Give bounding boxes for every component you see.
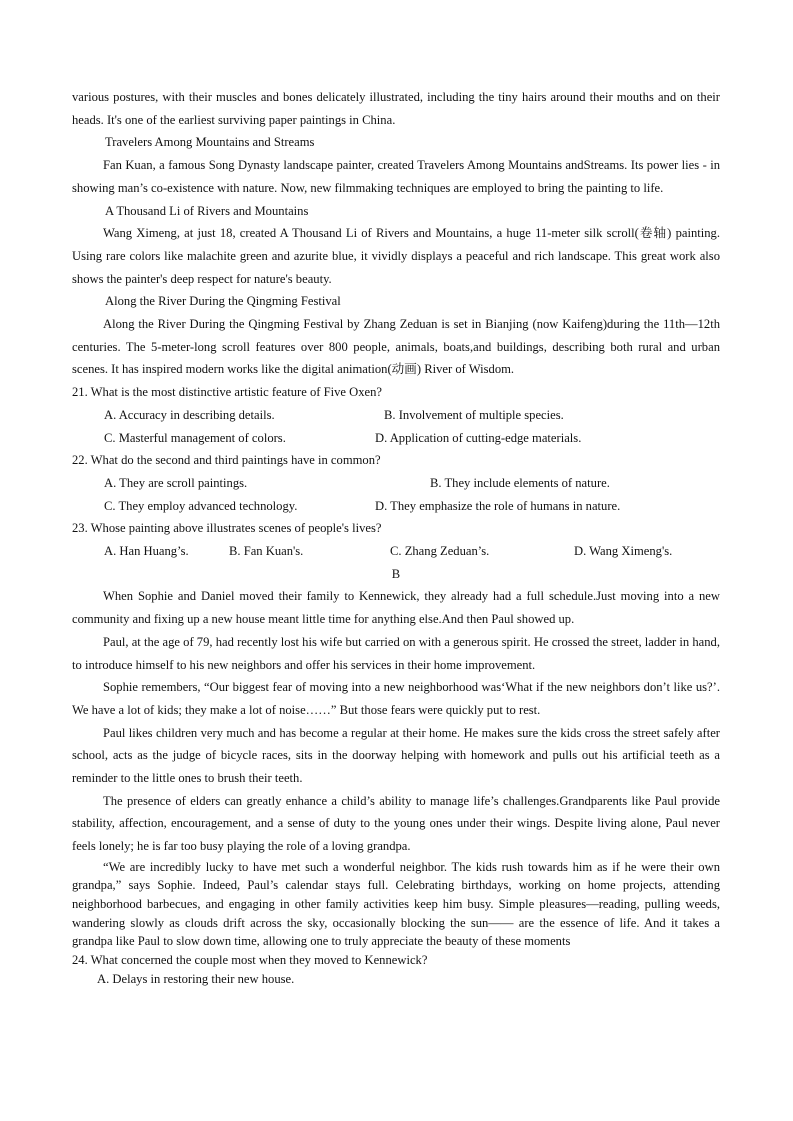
question-22-option-b: B. They include elements of nature.	[430, 475, 610, 490]
document-page	[72, 86, 720, 989]
question-21-options-row-1	[72, 404, 720, 427]
question-22-option-c: C. They employ advanced technology.	[104, 498, 298, 513]
painting-body-travelers: Fan Kuan, a famous Song Dynasty landscape painter, created Travelers Among Mountains andStreams. Its power lies - in showing man’s co-existence with nature. Now, new filmmaking techniques are employed to bring the painting to life.	[72, 158, 720, 195]
passage-b-paragraph-2: Paul, at the age of 79, had recently lost his wife but carried on with a generous spirit. He crossed the street, ladder in hand, to introduce himself to his new neighbors and offer his services in their home improvement.	[72, 634, 720, 672]
question-22-option-a: A. They are scroll paintings.	[104, 475, 248, 490]
passage-b-paragraph-4: Paul likes children very much and has become a regular at their home. He makes sure the kids cross the street safely after school, acts as the judge of bicycle races, sits in the doorway helping with homework and pulls out his artificial teeth as a reminder to the little ones to brush their teeth.	[72, 725, 720, 786]
question-23-option-b: B. Fan Kuan's.	[229, 544, 304, 558]
question-22-stem: 22. What do the second and third paintings have in common?	[72, 453, 381, 468]
question-23-option-a: A. Han Huang’s.	[104, 544, 189, 558]
painting-body-thousand-li: Wang Ximeng, at just 18, created A Thousand Li of Rivers and Mountains, a huge 11-meter silk scroll(卷轴) painting. Using rare colors like malachite green and azurite blue, it vividly displays a peaceful and rich landscape. This great work also shows the painter's deep respect for nature's beauty.	[72, 226, 720, 286]
question-22-options-row-2	[72, 495, 720, 518]
painting-heading-thousand-li: A Thousand Li of Rivers and Mountains	[105, 203, 309, 218]
painting-heading-qingming: Along the River During the Qingming Festival	[105, 294, 341, 309]
question-21-option-c: C. Masterful management of colors.	[104, 430, 286, 445]
passage-b-paragraph-1: When Sophie and Daniel moved their family to Kennewick, they already had a full schedule.Just moving into a new community and fixing up a new house meant little time for anything else.And then Paul showed up.	[72, 589, 720, 627]
passage-b-paragraph-6: “We are incredibly lucky to have met such a wonderful neighbor. The kids rush towards him as if he were their own grandpa,” says Sophie. Indeed, Paul’s calendar stays full. Celebrating birthdays, working on home projects, attending neighborhood barbecues, and engaging in other family activities keep him busy. Simple pleasures—reading, pulling weeds, wandering slowly as clouds drift across the sky, occasionally blocking the sun—— are the essence of life. And it takes a grandpa like Paul to slow down time, allowing one to truly appreciate the beauty of these moments	[72, 859, 720, 949]
question-21-option-a: A. Accuracy in describing details.	[104, 407, 275, 422]
question-23-option-c: C. Zhang Zeduan’s.	[390, 544, 490, 558]
painting-heading-travelers: Travelers Among Mountains and Streams	[105, 135, 315, 150]
question-24-stem: 24. What concerned the couple most when they moved to Kennewick?	[72, 952, 428, 967]
question-21-options-row-2	[72, 427, 720, 450]
painting-body-qingming: Along the River During the Qingming Festival by Zhang Zeduan is set in Bianjing (now Kaifeng)during the 11th—12th centuries. The 5-meter-long scroll features over 800 people, animals, boats,and buildings, describing both rural and urban scenes. It has inspired modern works like the digital animation(动画) River of Wisdom.	[72, 317, 720, 377]
passage-a-intro: various postures, with their muscles and bones delicately illustrated, including the tiny hairs around their mouths and on their heads. It's one of the earliest surviving paper paintings in China.	[72, 90, 720, 127]
question-23-option-d: D. Wang Ximeng's.	[574, 544, 673, 558]
passage-b-paragraph-3: Sophie remembers, “Our biggest fear of moving into a new neighborhood was‘What if the new neighbors don’t like us?’. We have a lot of kids; they make a lot of noise……” But those fears were quickly put to rest.	[72, 680, 720, 717]
passage-b-paragraph-5: The presence of elders can greatly enhance a child’s ability to manage life’s challenges.Grandparents like Paul provide stability, affection, encouragement, and a sense of duty to the young ones under their wings. Despite living alone, Paul never feels lonely; he is far too busy playing the role of a loving grandpa.	[72, 793, 720, 854]
question-21-option-b: B. Involvement of multiple species.	[384, 407, 564, 422]
passage-b-label: B	[391, 566, 401, 581]
question-22-option-d: D. They emphasize the role of humans in nature.	[375, 498, 621, 513]
question-24-option-a: A. Delays in restoring their new house.	[97, 971, 295, 986]
question-22-options-row-1	[72, 472, 720, 495]
question-23-options-row	[72, 540, 720, 563]
question-21-stem: 21. What is the most distinctive artistic feature of Five Oxen?	[72, 385, 382, 400]
question-23-stem: 23. Whose painting above illustrates scenes of people's lives?	[72, 521, 382, 536]
question-21-option-d: D. Application of cutting-edge materials.	[375, 430, 582, 445]
